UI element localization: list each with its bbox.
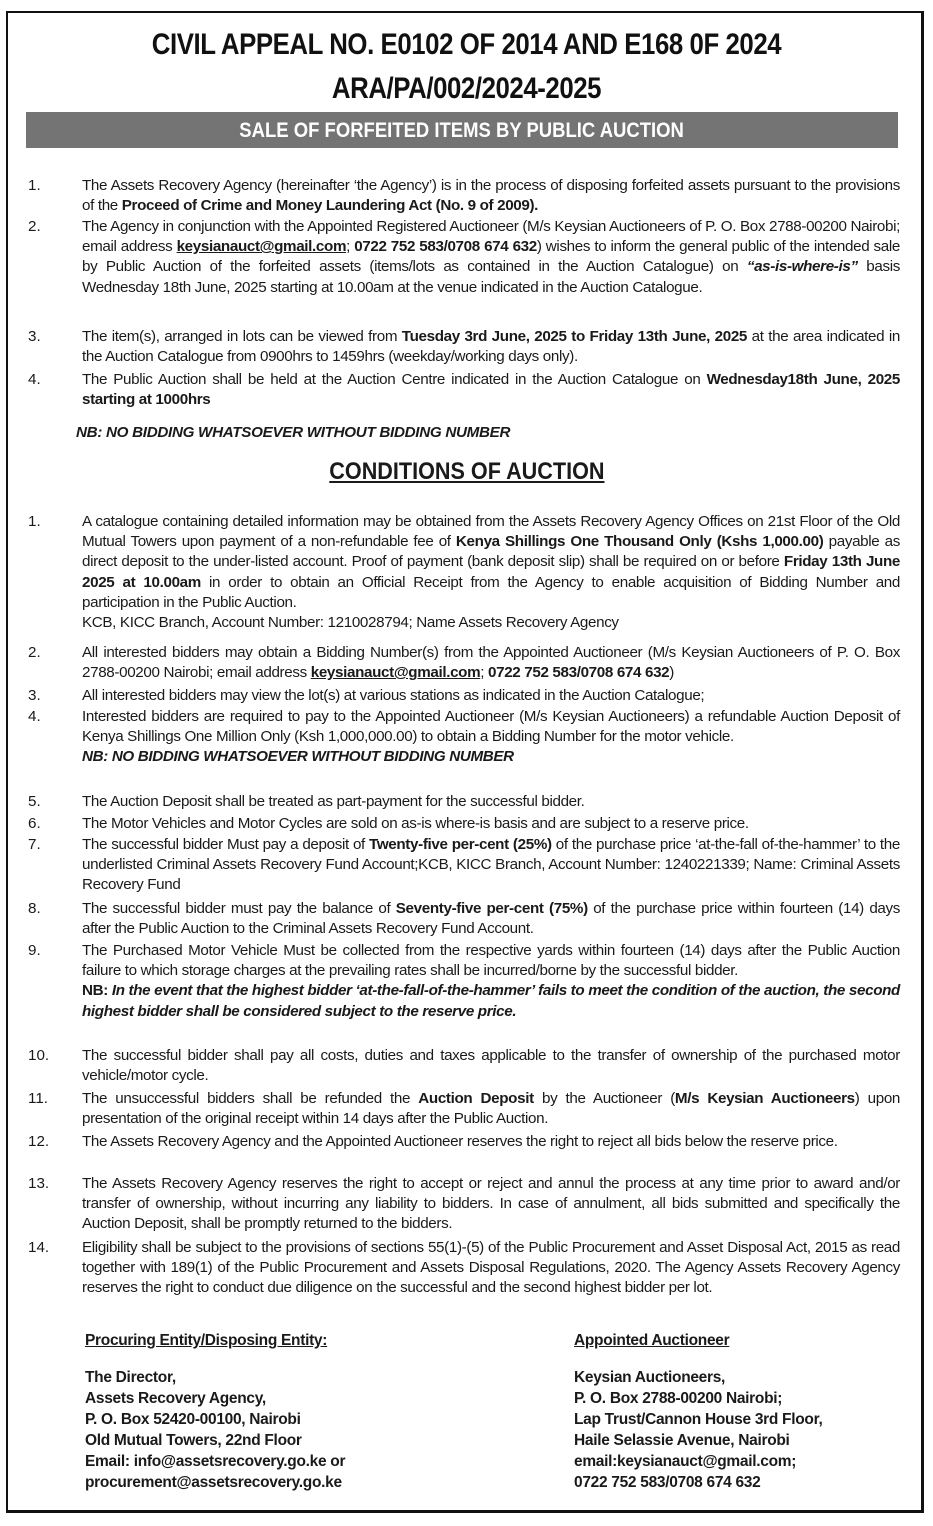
conditions-heading: CONDITIONS OF AUCTION [328, 458, 605, 485]
procuring-email-alt[interactable]: procurement@assetsrecovery.go.ke [85, 1474, 342, 1491]
condition-nb-note: NB: NO BIDDING WHATSOEVER WITHOUT BIDDING NUMBER [82, 748, 514, 766]
procuring-entity-heading: Procuring Entity/Disposing Entity: [85, 1332, 328, 1349]
reference-number: ARA/PA/002/2024-2025 [331, 72, 602, 105]
auctioneer-heading: Appointed Auctioneer [574, 1332, 730, 1349]
procuring-entity-block: Procuring Entity/Disposing Entity: The Director, Assets Recovery Agency, P. O. Box 52420-00100, Nairobi Old Mutual Towers, 22nd Floor Email: info@assetsrecovery.go.ke or procurement@assetsrecovery.go.ke [85, 1332, 346, 1491]
section-banner: SALE OF FORFEITED ITEMS BY PUBLIC AUCTION [26, 112, 898, 148]
procuring-email[interactable]: Email: info@assetsrecovery.go.ke or [85, 1453, 346, 1470]
email-link[interactable]: keysianauct@gmail.com [176, 238, 347, 256]
bank-account: KCB, KICC Branch, Account Number: 1210028794; Name Assets Recovery Agency [82, 614, 619, 632]
auctioneer-email[interactable]: email:keysianauct@gmail.com; [574, 1453, 797, 1470]
email-link[interactable]: keysianauct@gmail.com [310, 664, 481, 682]
intro-nb-note: NB: NO BIDDING WHATSOEVER WITHOUT BIDDING NUMBER [76, 424, 511, 441]
auctioneer-phone: 0722 752 583/0708 674 632 [574, 1474, 761, 1491]
case-title: CIVIL APPEAL NO. E0102 OF 2014 AND E168 0F 2024 [151, 28, 782, 61]
auctioneer-block: Appointed Auctioneer Keysian Auctioneers, P. O. Box 2788-00200 Nairobi; Lap Trust/Cannon House 3rd Floor, Haile Selassie Avenue, Nairobi email:keysianauct@gmail.com; 0722 752 583/0708 674 632 [574, 1332, 823, 1491]
